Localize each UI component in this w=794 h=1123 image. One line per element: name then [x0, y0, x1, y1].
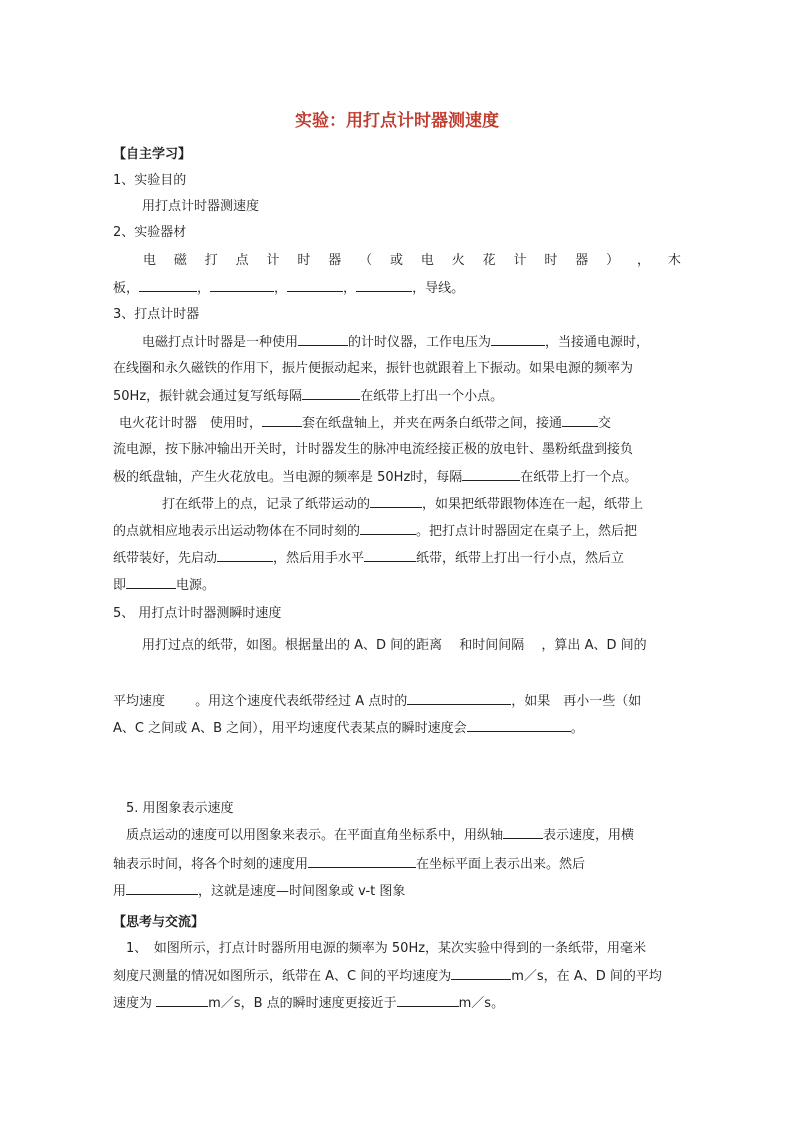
paragraph-2-line-2: 流电源，按下脉冲输出开关时，计时器发生的脉冲电流经接正极的放电针、墨粉纸盘到接负	[113, 442, 634, 457]
equipment-char: 时	[544, 253, 558, 268]
equipment-char: （	[359, 253, 373, 268]
paragraph-3-line-4: 即 电源。	[113, 578, 216, 593]
page-title: 实验：用打点计时器测速度	[295, 111, 499, 131]
question-1-line-3: 速度为 m／s，B 点的瞬时速度更接近于 m／s。	[113, 996, 505, 1011]
equipment-char: 电	[420, 253, 434, 268]
blank-power-type[interactable]	[298, 333, 348, 346]
paragraph-1-line-2: 在线圈和永久磁铁的作用下，振片便振动起来，振针也就跟着上下振动。如果电源的频率为	[113, 361, 634, 376]
equipment-char: 火	[451, 253, 465, 268]
equipment-line-1	[143, 252, 681, 270]
equipment-char: ，	[637, 253, 651, 268]
blank-switch-off[interactable]	[126, 576, 176, 589]
equipment-char: 花	[482, 253, 496, 268]
paragraph-3-line-3: 纸带装好，先启动 ，然后用手水平 纸带，纸带上打出一行小点，然后立	[113, 551, 625, 566]
equipment-char: 木	[667, 253, 681, 268]
section-3-title: 3、打点计时器	[113, 307, 200, 322]
blank-pull[interactable]	[364, 549, 416, 562]
blank-equipment-4[interactable]	[356, 279, 412, 292]
equipment-char: 计	[266, 253, 280, 268]
blank-ink-disc[interactable]	[262, 414, 302, 427]
paragraph-6-line-1: 质点运动的速度可以用图象来表示。在平面直角坐标系中，用纵轴 表示速度，用横	[126, 828, 635, 843]
section-5-title: 5、 用打点计时器测瞬时速度	[113, 606, 282, 621]
section-2-title: 2、实验器材	[113, 225, 187, 240]
blank-vertical-axis[interactable]	[503, 826, 543, 839]
blank-more-accurate[interactable]	[467, 719, 571, 732]
equipment-char: 器	[328, 253, 342, 268]
paragraph-5-line-2: 平均速度 。用这个速度代表纸带经过 A 点时的 ，如果 再小一些（如	[113, 694, 642, 709]
blank-avg-speed-ad[interactable]	[156, 994, 208, 1007]
blank-record-1[interactable]	[370, 495, 422, 508]
blank-instant-speed[interactable]	[407, 692, 511, 705]
blank-instant-b[interactable]	[397, 994, 459, 1007]
section-6-title: 5. 用图象表示速度	[126, 801, 234, 816]
blank-start[interactable]	[217, 549, 273, 562]
section-1-body: 用打点计时器测速度	[142, 199, 260, 214]
blank-equipment-2[interactable]	[210, 279, 274, 292]
blank-connect[interactable]	[126, 882, 198, 895]
equipment-char: 计	[513, 253, 527, 268]
question-1-line-1: 1、 如图所示，打点计时器所用电源的频率为 50Hz，某次实验中得到的一条纸带，用毫米	[126, 941, 647, 956]
paragraph-6-line-2: 轴表示时间，将各个时刻的速度用 在坐标平面上表示出来。然后	[113, 857, 586, 872]
section-1-title: 1、实验目的	[113, 173, 187, 188]
paragraph-1-line-1: 电磁打点计时器是一种使用 的计时仪器，工作电压为 ，当接通电源时，	[142, 335, 650, 350]
blank-equipment-3[interactable]	[287, 279, 343, 292]
equipment-char: 器	[575, 253, 589, 268]
blank-ac-voltage[interactable]	[562, 414, 598, 427]
equipment-char: 点	[235, 253, 249, 268]
equipment-line-2: 板， ， ， ， ，导线。	[113, 281, 465, 296]
question-1-line-2: 刻度尺测量的情况如图所示，纸带在 A、C 间的平均速度为 m／s，在 A、D 间的平均	[113, 969, 662, 984]
blank-interval-1[interactable]	[302, 387, 360, 400]
blank-equipment-1[interactable]	[139, 279, 197, 292]
equipment-char: 电	[143, 253, 157, 268]
blank-avg-speed-ac[interactable]	[451, 967, 511, 980]
equipment-char: ）	[606, 253, 620, 268]
equipment-char: 时	[297, 253, 311, 268]
paragraph-5-line-3: A、C 之间或 A、B 之间），用平均速度代表某点的瞬时速度会 。	[113, 721, 584, 736]
equipment-char: 磁	[173, 253, 187, 268]
equipment-char: 或	[390, 253, 404, 268]
paragraph-6-line-3: 用 ，这就是速度—时间图象或 v-t 图象	[113, 884, 406, 899]
blank-interval-2[interactable]	[462, 468, 520, 481]
self-study-heading: 【自主学习】	[113, 147, 192, 162]
blank-voltage[interactable]	[491, 333, 545, 346]
paragraph-5-line-1: 用打过点的纸带，如图。根据量出的 A、D 间的距离 和时间间隔 ，算出 A、D 间的	[142, 638, 647, 653]
paragraph-2-line-1: 电火花计时器 使用时， 套在纸盘轴上，并夹在两条白纸带之间，接通 交	[119, 416, 612, 431]
paragraph-3-line-1: 打在纸带上的点，记录了纸带运动的 ，如果把纸带跟物体连在一起，纸带上	[162, 497, 644, 512]
paragraph-3-line-2: 的点就相应地表示出运动物体在不同时刻的 。把打点计时器固定在桌子上，然后把	[113, 524, 638, 539]
blank-record-2[interactable]	[360, 522, 416, 535]
paragraph-1-line-3: 50Hz，振针就会通过复写纸每隔 在纸带上打出一个小点。	[113, 389, 504, 404]
blank-points[interactable]	[308, 855, 416, 868]
paragraph-2-line-3: 极的纸盘轴，产生火花放电。当电源的频率是 50Hz时，每隔 在纸带上打一个点。	[113, 470, 638, 485]
equipment-char: 打	[204, 253, 218, 268]
discussion-heading: 【思考与交流】	[113, 915, 205, 930]
